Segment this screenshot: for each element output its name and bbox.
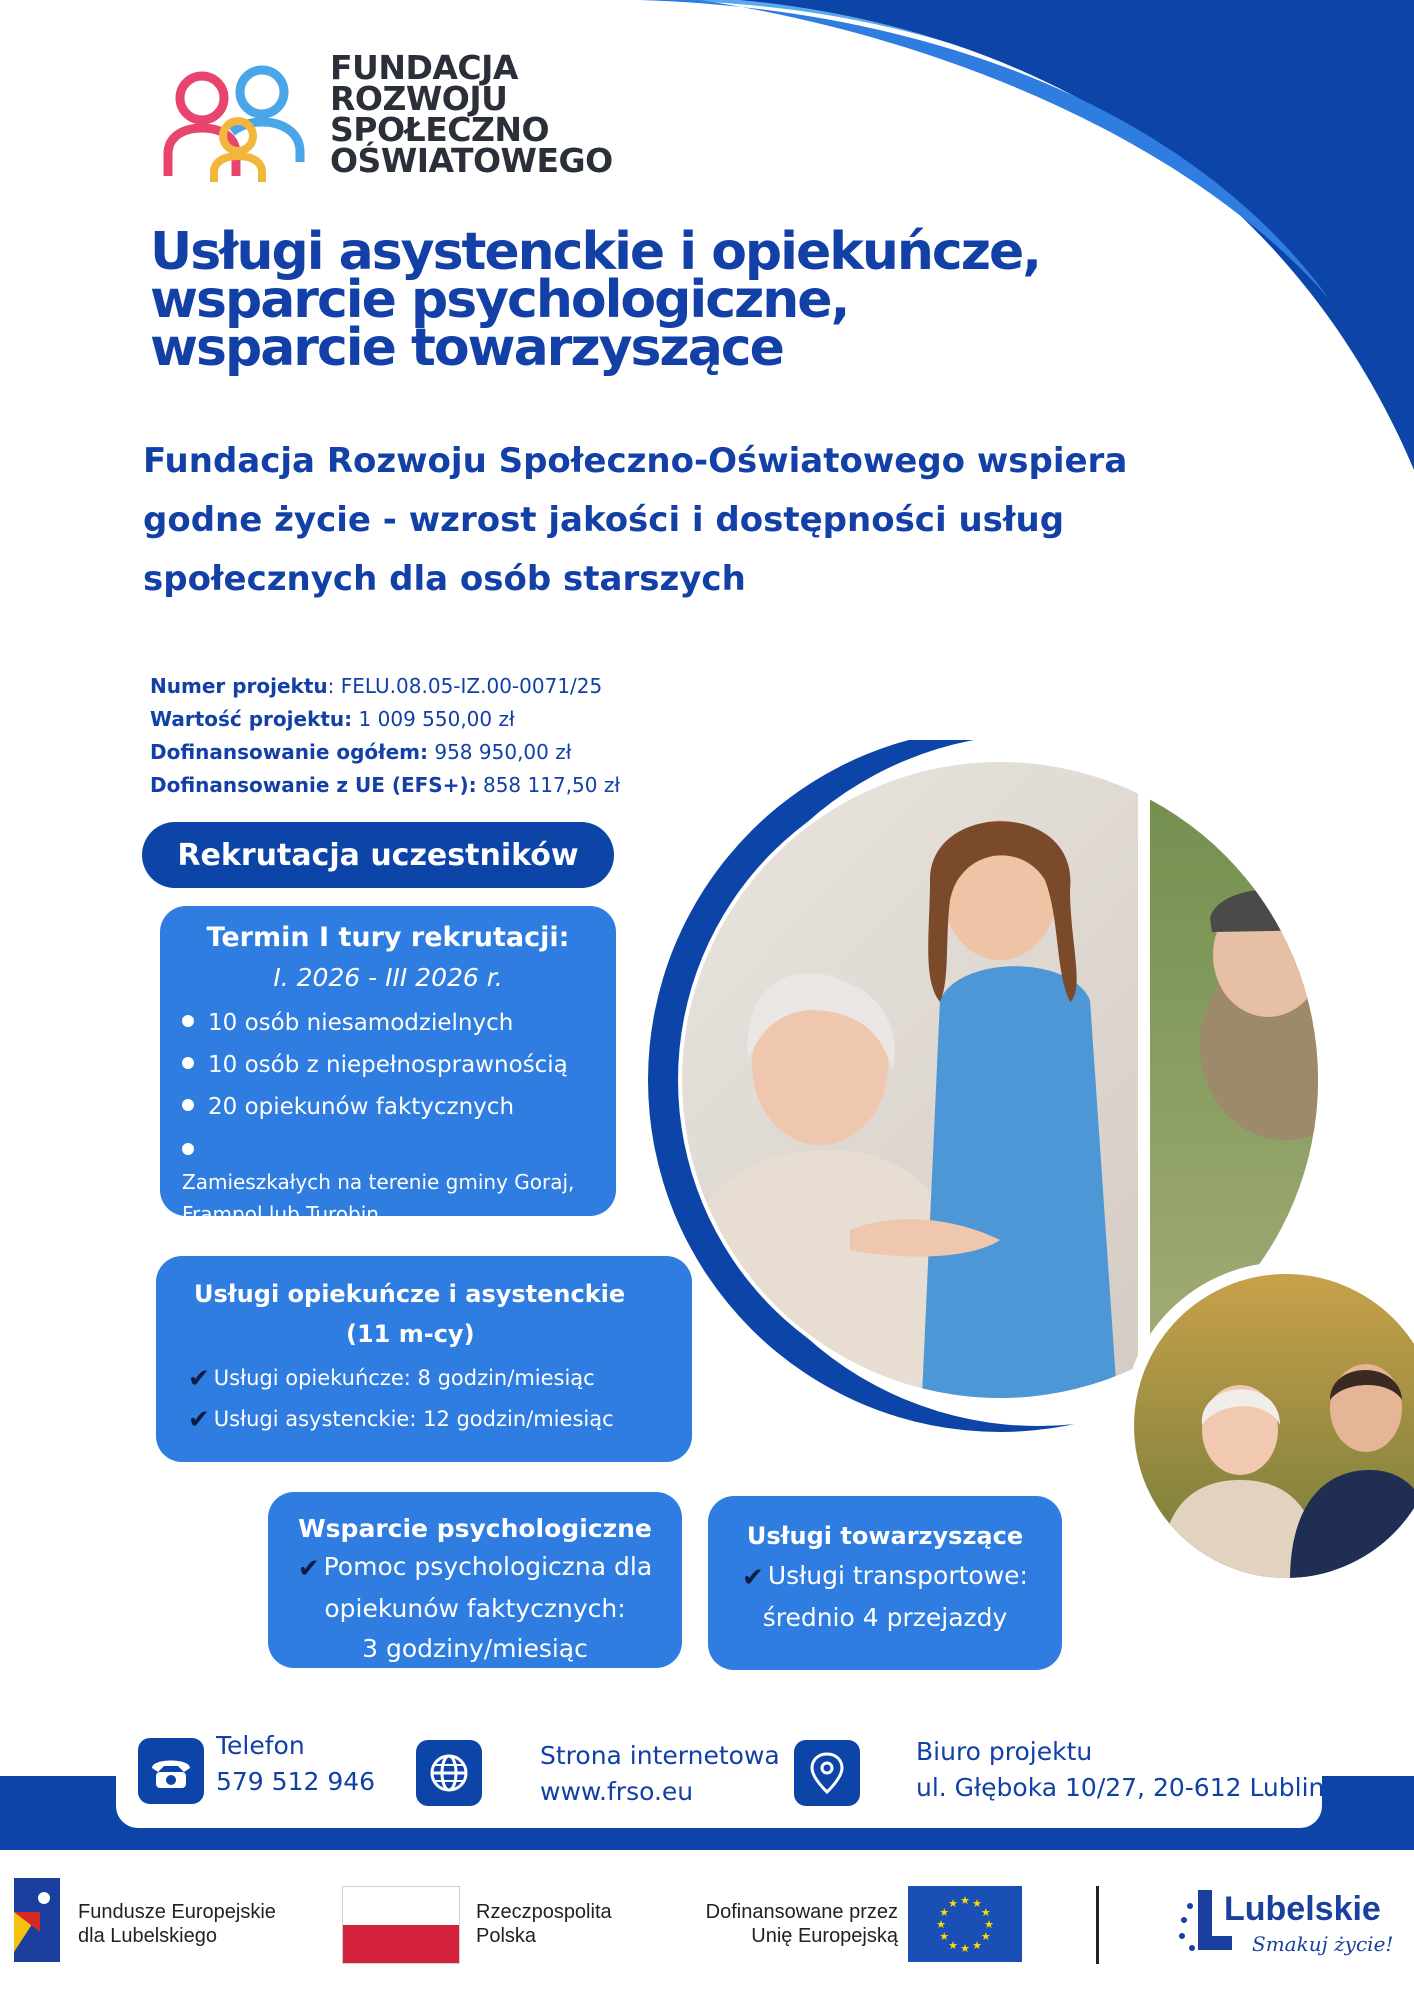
eu-cofunding-line: Unię Europejską — [751, 1925, 898, 1947]
eu-star-icon: ★ — [948, 1938, 958, 1952]
eu-cofunding-line: Dofinansowane przez — [705, 1901, 898, 1923]
eu-cofunding-text — [676, 1900, 898, 1948]
info-label: Dofinansowanie z UE (EFS+): — [150, 773, 477, 797]
bullet-icon — [182, 1057, 194, 1069]
office-block — [916, 1734, 1324, 1806]
page-title-line: wsparcie towarzyszące — [150, 318, 783, 378]
eu-star-icon: ★ — [980, 1906, 991, 1919]
bullet-icon — [182, 1015, 194, 1027]
globe-icon-box — [416, 1740, 482, 1806]
info-label: Dofinansowanie ogółem: — [150, 740, 428, 764]
info-value: 1 009 550,00 zł — [358, 707, 515, 731]
location-pin-icon — [794, 1740, 860, 1806]
phone-block — [216, 1728, 375, 1800]
eu-star-icon: ★ — [936, 1918, 946, 1931]
website-link[interactable]: www.frso.eu — [540, 1777, 694, 1806]
psych-title: Wsparcie psychologiczne — [298, 1514, 652, 1543]
eu-star-icon: ★ — [972, 1897, 982, 1911]
european-funds-text — [78, 1900, 276, 1948]
subtitle: Fundacja Rozwoju Społeczno-Oświatowego wspiera godne życie - wzrost jakości i dostępności usług społecznych dla osób starszych — [143, 441, 1128, 599]
list-item — [182, 1044, 616, 1086]
logo-line: OŚWIATOWEGO — [330, 141, 613, 180]
european-funds-line: Fundusze Europejskie — [78, 1901, 276, 1923]
european-funds-logo-icon — [10, 1872, 64, 1968]
office-address: ul. Głęboka 10/27, 20-612 Lublin — [916, 1773, 1325, 1802]
logo-line: FUNDACJA — [330, 48, 518, 87]
eu-star-icon: ★ — [984, 1918, 994, 1931]
location-icon-box — [794, 1740, 860, 1806]
eu-star-icon: ★ — [939, 1930, 950, 1943]
info-value: 958 950,00 zł — [434, 740, 572, 764]
website-label: Strona internetowa — [540, 1741, 780, 1770]
eu-funding-row — [150, 769, 620, 802]
eu-star-icon: ★ — [980, 1930, 991, 1943]
phone-label: Telefon — [216, 1731, 305, 1760]
info-value: 858 117,50 zł — [482, 773, 621, 797]
polish-republic-text — [476, 1900, 612, 1948]
list-item — [182, 1086, 616, 1128]
care-title: Usługi opiekuńcze i asystenckie — [194, 1280, 626, 1308]
website-block — [540, 1738, 780, 1810]
bullet-icon — [182, 1143, 194, 1155]
footer-divider — [1096, 1886, 1099, 1964]
polish-republic-line: Polska — [476, 1925, 537, 1947]
project-number-row — [150, 670, 620, 703]
eu-star-icon: ★ — [939, 1906, 950, 1919]
recruitment-period: I. 2026 - III 2026 r. — [273, 963, 503, 992]
recruitment-card — [160, 906, 616, 1226]
recruitment-list — [182, 1002, 616, 1230]
list-item — [182, 1002, 616, 1044]
foundation-logo-text — [330, 48, 613, 180]
logo-line: ROZWOJU — [330, 79, 508, 118]
check-icon: ✔ — [188, 1405, 210, 1435]
info-value: FELU.08.05-IZ.00-0071/25 — [340, 674, 603, 698]
escort-title: Usługi towarzyszące — [746, 1522, 1024, 1550]
psych-line: 3 godziny/miesiąc — [362, 1634, 588, 1663]
psych-line-text: Pomoc psychologiczna dla — [323, 1552, 653, 1581]
lubelskie-name: Lubelskie — [1224, 1890, 1381, 1928]
phone-number[interactable]: 579 512 946 — [216, 1767, 376, 1796]
recruitment-pill: Rekrutacja uczestników — [142, 822, 614, 888]
page-title-line: wsparcie psychologiczne, — [150, 270, 849, 330]
lubelskie-slogan: Smakuj życie! — [1252, 1932, 1394, 1956]
polish-republic-line: Rzeczpospolita — [476, 1901, 612, 1923]
check-icon: ✔ — [188, 1364, 210, 1394]
psych-line: opiekunów faktycznych: — [324, 1594, 626, 1623]
care-duration: (11 m-cy) — [346, 1320, 475, 1348]
list-item-text: Usługi asystenckie: 12 godzin/miesiąc — [213, 1407, 614, 1431]
eu-star-icon: ★ — [960, 1894, 970, 1907]
lubelskie-wordmark — [1224, 1890, 1381, 1929]
logo-line: SPOŁECZNO — [330, 110, 550, 149]
list-item-text: 10 osób niesamodzielnych — [208, 1010, 514, 1036]
list-item — [182, 1134, 616, 1230]
escort-line: średnio 4 przejazdy — [762, 1603, 1008, 1632]
page-title-line: Usługi asystenckie i opiekuńcze, — [150, 222, 1040, 282]
info-label: Numer projektu — [150, 674, 328, 698]
check-icon: ✔ — [742, 1563, 764, 1593]
globe-icon — [416, 1740, 482, 1806]
total-funding-row — [150, 736, 620, 769]
office-label: Biuro projektu — [916, 1737, 1093, 1766]
project-info — [150, 670, 620, 802]
phone-icon-box — [138, 1738, 204, 1804]
page-title — [150, 222, 1040, 378]
eu-star-icon: ★ — [960, 1942, 970, 1955]
eu-flag-icon — [908, 1886, 1022, 1962]
list-item-text: Zamieszkałych na terenie gminy Goraj, Frampol lub Turobin — [182, 1170, 575, 1226]
bullet-icon — [182, 1099, 194, 1111]
escort-line-text: Usługi transportowe: — [767, 1561, 1028, 1590]
recruitment-title: Termin I tury rekrutacji: — [206, 922, 570, 953]
list-item-text: Usługi opiekuńcze: 8 godzin/miesiąc — [213, 1366, 595, 1390]
list-item-text: 20 opiekunów faktycznych — [208, 1094, 515, 1120]
eu-star-icon: ★ — [948, 1897, 958, 1911]
info-label: Wartość projektu: — [150, 707, 353, 731]
info-separator: : — [327, 674, 341, 698]
phone-icon — [138, 1738, 204, 1804]
list-item-text: 10 osób z niepełnosprawnością — [208, 1052, 568, 1078]
check-icon: ✔ — [297, 1554, 320, 1584]
polish-flag-icon — [342, 1886, 460, 1964]
eu-star-icon: ★ — [972, 1938, 982, 1952]
european-funds-line: dla Lubelskiego — [78, 1925, 217, 1947]
foundation-logo-icon — [160, 58, 310, 188]
photo-collage — [600, 740, 1414, 1610]
project-value-row — [150, 703, 620, 736]
